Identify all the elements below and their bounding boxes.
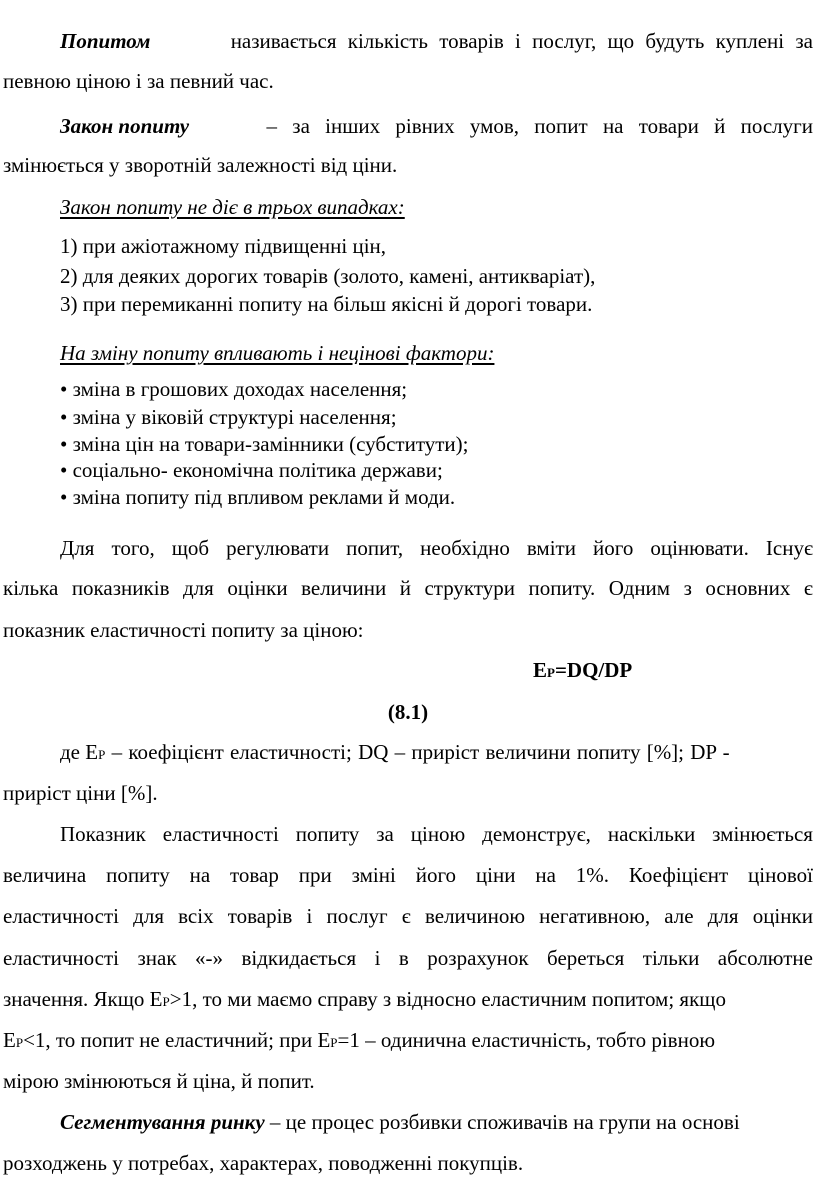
- paragraph-elasticity-line-5: [0, 989, 816, 1010]
- word: знак: [137, 946, 177, 970]
- word: його: [592, 536, 634, 560]
- factor-item: • зміна в грошових доходах населення;: [60, 377, 408, 401]
- formula-where-line-1: [0, 742, 816, 763]
- word: товарів: [227, 904, 293, 928]
- word: в: [398, 946, 409, 970]
- word: величиною: [424, 904, 526, 928]
- word: на: [535, 863, 556, 887]
- word: є: [803, 576, 813, 600]
- law-exceptions-heading-text: Закон попиту не діє в трьох випадках:: [60, 195, 405, 219]
- word: показників: [71, 576, 170, 600]
- paragraph-law-line-2: змінюється у зворотній залежності від ціни.: [3, 153, 398, 177]
- word: послуг: [326, 904, 388, 928]
- word: його: [415, 863, 457, 887]
- factor-item: • зміна у віковій структурі населення;: [60, 405, 397, 429]
- word: й: [399, 576, 411, 600]
- formula-elasticity: [533, 660, 733, 681]
- word: змінюється: [712, 822, 813, 846]
- word: є: [401, 904, 411, 928]
- word: Показник: [60, 822, 146, 846]
- formula-subscript: P: [547, 665, 555, 680]
- word: величини: [301, 576, 387, 600]
- word: цінової: [748, 863, 813, 887]
- text-span: значення. Якщо E: [3, 987, 163, 1011]
- text-span: <1, то попит не еластичний; при E: [23, 1028, 331, 1052]
- formula-e: E: [533, 658, 548, 682]
- formula-rest: =DQ/DP: [554, 658, 633, 682]
- paragraph-elasticity-line-6: [0, 1030, 816, 1051]
- subscript-p: P: [15, 1035, 24, 1050]
- word: того,: [111, 536, 155, 560]
- where-rest: – коефіцієнт еластичності; DQ – приріст величини попиту [%]; DP -: [105, 740, 730, 764]
- paragraph-segmentation-line-2: розходжень у потребах, характерах, поводженні покупців.: [3, 1151, 524, 1175]
- paragraph-segmentation-line-1: [0, 1112, 816, 1133]
- word: оцінювати.: [650, 536, 749, 560]
- word: з: [683, 576, 692, 600]
- formula-where-line-2: приріст ціни [%].: [3, 781, 158, 805]
- word: необхідно: [420, 536, 510, 560]
- word: структури: [424, 576, 515, 600]
- word: основних: [705, 576, 791, 600]
- paragraph-assessment-line-2: [0, 578, 816, 599]
- paragraph-elasticity-line-7: мірою змінюються й ціна, й попит.: [3, 1069, 315, 1093]
- word: попиту: [106, 863, 170, 887]
- word: і: [374, 946, 381, 970]
- term-law-of-demand: Закон попиту: [60, 114, 190, 138]
- word: ціни: [475, 863, 516, 887]
- text-span: – за інших рівних умов, попит на товари й послуги: [266, 114, 813, 138]
- word: Існує: [765, 536, 813, 560]
- word: Для: [60, 536, 95, 560]
- word: негативною,: [539, 904, 651, 928]
- word: наскільки: [607, 822, 696, 846]
- paragraph-elasticity-line-1: [0, 824, 816, 845]
- factor-item: • соціально- економічна політика держави;: [60, 458, 443, 482]
- subscript-p: P: [330, 1035, 338, 1050]
- word: Коефіцієнт: [628, 863, 729, 887]
- word: попит,: [346, 536, 404, 560]
- subscript-p: P: [162, 994, 170, 1009]
- text-span: >1, то ми маємо справу з відносно еластичним попитом; якщо: [169, 987, 726, 1011]
- paragraph-demand-line-1: [0, 31, 816, 52]
- paragraph-elasticity-line-2: [0, 865, 816, 886]
- word: щоб: [171, 536, 210, 560]
- text-span: – це процес розбивки споживачів на групи на основі: [264, 1110, 740, 1134]
- factors-heading-text: На зміну попиту впливають і нецінові фактори:: [60, 341, 495, 365]
- word: ціною: [410, 822, 466, 846]
- factor-item: • зміна попиту під впливом реклами й моди.: [60, 485, 456, 509]
- word: абсолютне: [717, 946, 813, 970]
- word: вміти: [526, 536, 576, 560]
- word: тільки: [642, 946, 700, 970]
- text-span: E: [3, 1028, 16, 1052]
- word: «-»: [195, 946, 224, 970]
- formula-number: (8.1): [387, 700, 429, 724]
- word: для: [182, 576, 214, 600]
- word: і: [306, 904, 313, 928]
- law-case-item: 2) для деяких дорогих товарів (золото, камені, антикваріат),: [60, 264, 596, 288]
- law-exceptions-heading: [0, 197, 816, 218]
- paragraph-elasticity-line-3: [0, 906, 816, 927]
- word: еластичності: [3, 946, 120, 970]
- word: попиту: [295, 822, 360, 846]
- paragraph-elasticity-line-4: [0, 948, 816, 969]
- word: оцінки: [752, 904, 813, 928]
- word: відкидається: [241, 946, 357, 970]
- factor-item: • зміна цін на товари-замінники (субститути);: [60, 432, 469, 456]
- where-lead: де E: [60, 740, 99, 764]
- where-subscript: P: [98, 747, 106, 762]
- paragraph-assessment-line-1: [0, 538, 816, 559]
- factors-heading: [0, 343, 816, 364]
- word: за: [376, 822, 394, 846]
- word: для: [707, 904, 739, 928]
- word: для: [133, 904, 164, 928]
- paragraph-assessment-line-3: показник еластичності попиту за ціною:: [3, 618, 364, 642]
- word: зміні: [351, 863, 396, 887]
- word: 1%.: [575, 863, 610, 887]
- word: оцінки: [227, 576, 288, 600]
- word: при: [298, 863, 332, 887]
- text-span: =1 – одинична еластичність, тобто рівною: [337, 1028, 716, 1052]
- word: кілька: [3, 576, 59, 600]
- word: демонструє,: [482, 822, 591, 846]
- word: еластичності: [3, 904, 120, 928]
- term-segmentation: Сегментування ринку: [60, 1110, 265, 1134]
- word: величина: [3, 863, 87, 887]
- word: попиту.: [528, 576, 596, 600]
- word: розрахунок: [427, 946, 529, 970]
- word: Одним: [608, 576, 671, 600]
- word: береться: [547, 946, 625, 970]
- word: товар: [230, 863, 279, 887]
- paragraph-law-line-1: [0, 116, 816, 137]
- word: еластичності: [162, 822, 279, 846]
- paragraph-demand-line-2: певною ціною і за певний час.: [3, 69, 274, 93]
- law-case-item: 3) при перемиканні попиту на більш якісні й дорогі товари.: [60, 292, 593, 316]
- word: всіх: [178, 904, 214, 928]
- term-demand: Попитом: [60, 29, 151, 53]
- text-span: називається кількість товарів і послуг, що будуть куплені за: [230, 29, 813, 53]
- word: але: [664, 904, 694, 928]
- word: на: [189, 863, 211, 887]
- law-case-item: 1) при ажіотажному підвищенні цін,: [60, 234, 387, 258]
- word: регулювати: [226, 536, 330, 560]
